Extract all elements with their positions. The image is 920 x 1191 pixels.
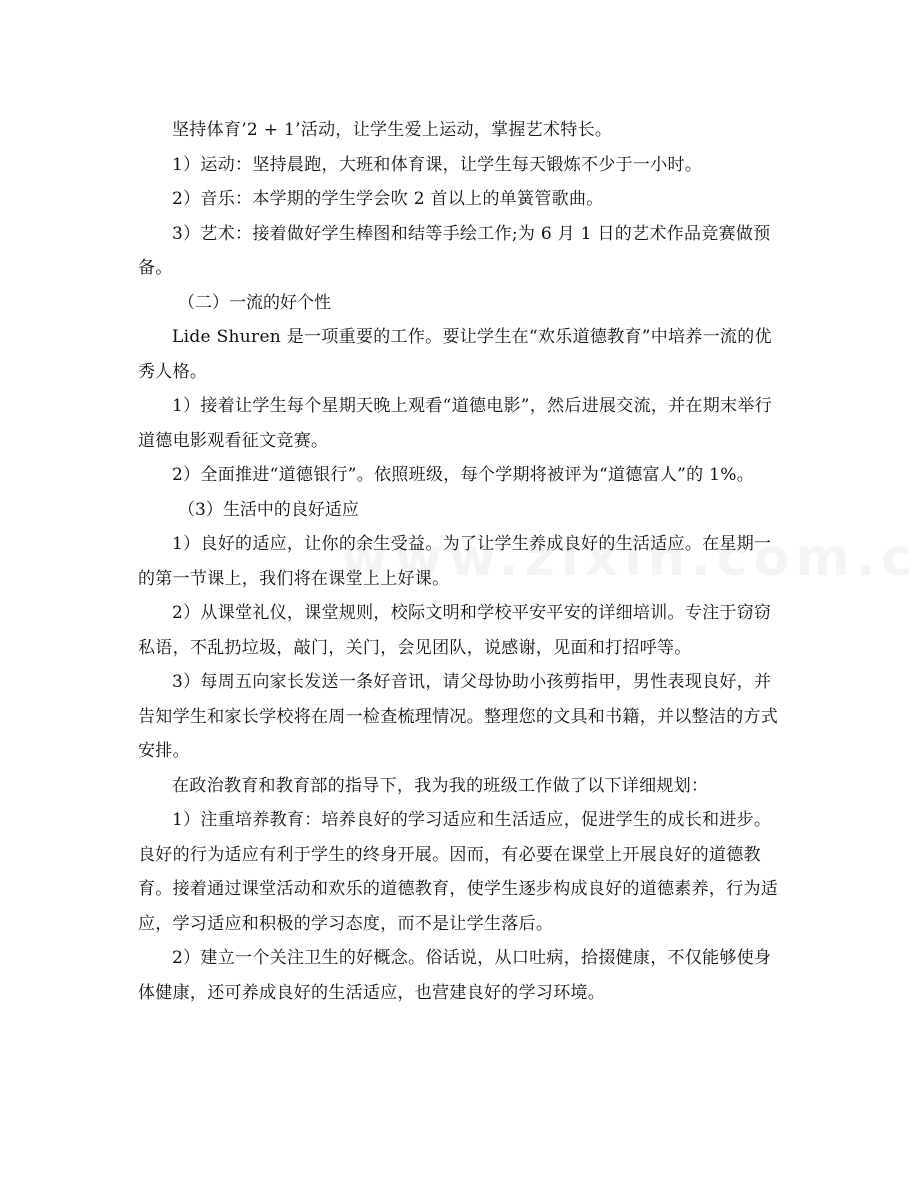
paragraph: 1）运动：坚持晨跑，大班和体育课，让学生每天锻炼不少于一小时。 (172, 154, 703, 175)
paragraph: 1）良好的适应，让你的余生受益。为了让学生养成良好的生活适应。在星期一的第一节课上，我们将在课堂上上好课。 (138, 534, 772, 589)
paragraph: 2）从课堂礼仪，课堂规则，校际文明和学校平安平安的详细培训。专注于窃窃私语，不乱扔垃圾，敲门，关门，会见团队，说感谢，见面和打招呼等。 (138, 603, 772, 658)
section-heading: （二）一流的好个性 (178, 292, 331, 313)
paragraph: 3）艺术：接着做好学生棒图和结等手绘工作;为 6 月 1 日的艺术作品竞赛做预备。 (138, 223, 771, 278)
section-heading: （3）生活中的良好适应 (178, 499, 359, 520)
paragraph: 2）音乐：本学期的学生学会吹 2 首以上的单簧管歌曲。 (172, 189, 604, 209)
paragraph: 1）接着让学生每个星期天晚上观看“道德电影”，然后进展交流，并在期末举行道德电影观看征文竞赛。 (138, 396, 772, 451)
paragraph: 2）全面推进“道德银行”。依照班级，每个学期将被评为“道德富人”的 1%。 (172, 465, 755, 485)
paragraph: 2）建立一个关注卫生的好概念。俗话说，从口吐病，拾掇健康，不仅能够使身体健康，还可养成良好的生活适应，也营建良好的学习环境。 (138, 948, 772, 1003)
paragraph: 坚持体育’2 + 1’活动，让学生爱上运动，掌握艺术特长。 (172, 120, 613, 140)
paragraph: 在政治教育和教育部的指导下，我为我的班级工作做了以下详细规划： (172, 775, 709, 796)
paragraph: 3）每周五向家长发送一条好音讯，请父母协助小孩剪指甲，男性表现良好，并告知学生和家长学校将在周一检查梳理情况。整理您的文具和书籍，并以整洁的方式安排。 (138, 672, 779, 761)
paragraph: 1）注重培养教育：培养良好的学习适应和生活适应，促进学生的成长和进步。良好的行为适应有利于学生的终身开展。因而，有必要在课堂上开展良好的道德教育。接着通过课堂活动和欢乐的道德教育，使学生逐步构成良好的道德素养，行为适应，学习适应和积极的学习态度，而不是让学生落后。 (138, 810, 779, 934)
document-body (138, 113, 788, 1010)
paragraph: Lide Shuren 是一项重要的工作。要让学生在“欢乐道德教育”中培养一流的优秀人格。 (138, 327, 772, 382)
